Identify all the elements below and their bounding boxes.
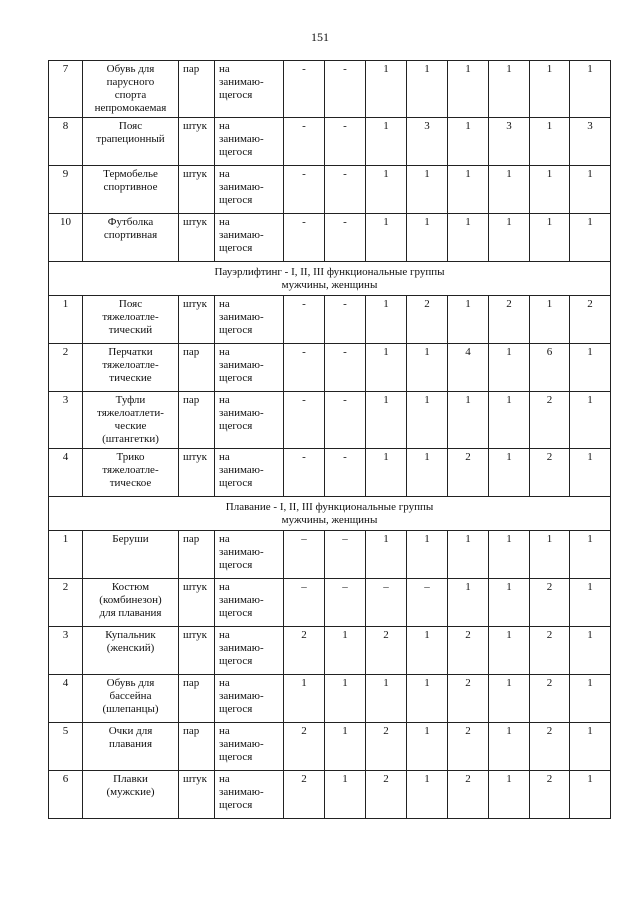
quantity-cell: 1	[366, 296, 407, 344]
item-number: 3	[49, 392, 83, 449]
quantity-cell: 2	[284, 627, 325, 675]
item-name: Перчатки тяжелоатле- тические	[83, 344, 179, 392]
quantity-cell: 1	[489, 579, 530, 627]
quantity-cell: 1	[570, 214, 611, 262]
quantity-cell: -	[325, 118, 366, 166]
item-number: 2	[49, 579, 83, 627]
page-number: 151	[311, 30, 329, 44]
quantity-cell: 1	[366, 61, 407, 118]
quantity-cell: 1	[366, 118, 407, 166]
quantity-cell: 1	[448, 61, 489, 118]
item-name: Туфли тяжелоатлети- ческие (штангетки)	[83, 392, 179, 449]
quantity-cell: 1	[407, 344, 448, 392]
quantity-cell: 2	[407, 296, 448, 344]
quantity-cell: –	[407, 579, 448, 627]
item-unit: пар	[179, 675, 215, 723]
quantity-cell: 1	[407, 675, 448, 723]
quantity-cell: –	[325, 531, 366, 579]
table-row	[49, 449, 611, 497]
quantity-cell: 4	[448, 344, 489, 392]
item-name: Футболка спортивная	[83, 214, 179, 262]
item-number: 7	[49, 61, 83, 118]
item-term: на занимаю- щегося	[215, 579, 284, 627]
quantity-cell: 1	[530, 296, 570, 344]
item-number: 6	[49, 771, 83, 819]
quantity-cell: –	[325, 579, 366, 627]
quantity-cell: 3	[570, 118, 611, 166]
item-name: Трико тяжелоатле- тическое	[83, 449, 179, 497]
section-header-row	[49, 262, 611, 296]
quantity-cell: 1	[489, 392, 530, 449]
table-row	[49, 392, 611, 449]
item-number: 8	[49, 118, 83, 166]
quantity-cell: 1	[448, 531, 489, 579]
quantity-cell: 2	[448, 723, 489, 771]
quantity-cell: -	[325, 296, 366, 344]
quantity-cell: 1	[366, 392, 407, 449]
quantity-cell: 2	[448, 675, 489, 723]
quantity-cell: 2	[448, 627, 489, 675]
item-name: Очки для плавания	[83, 723, 179, 771]
quantity-cell: 1	[570, 166, 611, 214]
item-number: 1	[49, 531, 83, 579]
quantity-cell: –	[366, 579, 407, 627]
quantity-cell: 1	[489, 531, 530, 579]
table-row	[49, 627, 611, 675]
quantity-cell: 2	[530, 675, 570, 723]
item-name: Пояс тяжелоатле- тический	[83, 296, 179, 344]
quantity-cell: –	[284, 531, 325, 579]
quantity-cell: -	[284, 449, 325, 497]
section-header-row	[49, 497, 611, 531]
quantity-cell: 1	[530, 214, 570, 262]
item-name: Купальник (женский)	[83, 627, 179, 675]
quantity-cell: -	[325, 392, 366, 449]
table-row	[49, 344, 611, 392]
section-title: Пауэрлифтинг - I, II, III функциональные группы мужчины, женщины	[49, 262, 611, 296]
item-number: 9	[49, 166, 83, 214]
quantity-cell: 1	[366, 449, 407, 497]
quantity-cell: -	[284, 392, 325, 449]
table-row	[49, 118, 611, 166]
item-unit: пар	[179, 344, 215, 392]
quantity-cell: 2	[530, 392, 570, 449]
quantity-cell: 2	[284, 771, 325, 819]
quantity-cell: 1	[448, 214, 489, 262]
quantity-cell: 1	[366, 166, 407, 214]
quantity-cell: 1	[366, 675, 407, 723]
item-name: Термобелье спортивное	[83, 166, 179, 214]
item-term: на занимаю- щегося	[215, 627, 284, 675]
item-term: на занимаю- щегося	[215, 723, 284, 771]
quantity-cell: 3	[407, 118, 448, 166]
quantity-cell: -	[325, 449, 366, 497]
quantity-cell: 1	[325, 723, 366, 771]
item-name: Плавки (мужские)	[83, 771, 179, 819]
quantity-cell: 1	[407, 449, 448, 497]
item-name: Обувь для бассейна (шлепанцы)	[83, 675, 179, 723]
item-term: на занимаю- щегося	[215, 344, 284, 392]
table-row	[49, 579, 611, 627]
quantity-cell: 2	[284, 723, 325, 771]
item-unit: пар	[179, 531, 215, 579]
item-term: на занимаю- щегося	[215, 61, 284, 118]
quantity-cell: 1	[366, 214, 407, 262]
quantity-cell: 1	[366, 531, 407, 579]
item-unit: штук	[179, 449, 215, 497]
quantity-cell: 1	[325, 771, 366, 819]
quantity-cell: 1	[407, 771, 448, 819]
item-number: 10	[49, 214, 83, 262]
item-unit: штук	[179, 771, 215, 819]
quantity-cell: 3	[489, 118, 530, 166]
quantity-cell: 1	[489, 771, 530, 819]
table-row	[49, 61, 611, 118]
item-name: Обувь для парусного спорта непромокаемая	[83, 61, 179, 118]
item-number: 1	[49, 296, 83, 344]
quantity-cell: 1	[570, 531, 611, 579]
quantity-cell: -	[284, 61, 325, 118]
quantity-cell: 1	[448, 392, 489, 449]
table-row	[49, 675, 611, 723]
quantity-cell: 1	[407, 392, 448, 449]
quantity-cell: -	[284, 344, 325, 392]
quantity-cell: -	[284, 118, 325, 166]
quantity-cell: 1	[325, 627, 366, 675]
item-name: Костюм (комбинезон) для плавания	[83, 579, 179, 627]
item-unit: штук	[179, 118, 215, 166]
item-unit: пар	[179, 61, 215, 118]
quantity-cell: 1	[570, 392, 611, 449]
quantity-cell: 1	[448, 166, 489, 214]
quantity-cell: 2	[366, 627, 407, 675]
item-name: Беруши	[83, 531, 179, 579]
quantity-cell: -	[325, 61, 366, 118]
quantity-cell: -	[325, 214, 366, 262]
quantity-cell: 2	[570, 296, 611, 344]
item-term: на занимаю- щегося	[215, 214, 284, 262]
quantity-cell: 1	[448, 296, 489, 344]
quantity-cell: 1	[448, 118, 489, 166]
quantity-cell: 2	[530, 579, 570, 627]
quantity-cell: 1	[570, 723, 611, 771]
table-row	[49, 296, 611, 344]
quantity-cell: 1	[407, 531, 448, 579]
table-row	[49, 771, 611, 819]
quantity-cell: 1	[489, 61, 530, 118]
table-row	[49, 723, 611, 771]
item-term: на занимаю- щегося	[215, 449, 284, 497]
quantity-cell: 1	[530, 118, 570, 166]
quantity-cell: –	[284, 579, 325, 627]
quantity-cell: 2	[366, 723, 407, 771]
item-term: на занимаю- щегося	[215, 531, 284, 579]
quantity-cell: -	[325, 344, 366, 392]
quantity-cell: 1	[489, 723, 530, 771]
quantity-cell: 1	[530, 61, 570, 118]
item-term: на занимаю- щегося	[215, 166, 284, 214]
item-unit: штук	[179, 166, 215, 214]
item-unit: пар	[179, 723, 215, 771]
quantity-cell: 1	[407, 627, 448, 675]
item-unit: штук	[179, 579, 215, 627]
quantity-cell: -	[284, 296, 325, 344]
table-row	[49, 214, 611, 262]
quantity-cell: 1	[407, 723, 448, 771]
item-unit: штук	[179, 627, 215, 675]
quantity-cell: -	[325, 166, 366, 214]
equipment-table	[48, 60, 611, 819]
item-number: 2	[49, 344, 83, 392]
quantity-cell: 1	[366, 344, 407, 392]
quantity-cell: 2	[530, 627, 570, 675]
item-term: на занимаю- щегося	[215, 675, 284, 723]
quantity-cell: 1	[570, 61, 611, 118]
item-number: 4	[49, 449, 83, 497]
item-name: Пояс трапеционный	[83, 118, 179, 166]
quantity-cell: 6	[530, 344, 570, 392]
quantity-cell: 1	[570, 449, 611, 497]
quantity-cell: 2	[489, 296, 530, 344]
quantity-cell: 1	[489, 449, 530, 497]
item-unit: штук	[179, 214, 215, 262]
quantity-cell: 1	[530, 531, 570, 579]
quantity-cell: 1	[407, 61, 448, 118]
quantity-cell: 1	[489, 675, 530, 723]
quantity-cell: 1	[489, 214, 530, 262]
item-term: на занимаю- щегося	[215, 296, 284, 344]
quantity-cell: 2	[530, 723, 570, 771]
item-number: 4	[49, 675, 83, 723]
quantity-cell: 1	[489, 627, 530, 675]
quantity-cell: 1	[407, 166, 448, 214]
quantity-cell: 2	[530, 771, 570, 819]
quantity-cell: 1	[489, 166, 530, 214]
quantity-cell: 2	[448, 449, 489, 497]
quantity-cell: 1	[284, 675, 325, 723]
quantity-cell: 1	[325, 675, 366, 723]
quantity-cell: 1	[448, 579, 489, 627]
quantity-cell: 1	[489, 344, 530, 392]
table-row	[49, 166, 611, 214]
quantity-cell: 1	[570, 675, 611, 723]
quantity-cell: 2	[366, 771, 407, 819]
quantity-cell: -	[284, 166, 325, 214]
table-row	[49, 531, 611, 579]
section-title: Плавание - I, II, III функциональные группы мужчины, женщины	[49, 497, 611, 531]
quantity-cell: 1	[570, 344, 611, 392]
quantity-cell: 1	[570, 771, 611, 819]
item-unit: пар	[179, 392, 215, 449]
quantity-cell: 1	[530, 166, 570, 214]
quantity-cell: 2	[530, 449, 570, 497]
quantity-cell: 2	[448, 771, 489, 819]
item-term: на занимаю- щегося	[215, 392, 284, 449]
quantity-cell: 1	[570, 579, 611, 627]
item-unit: штук	[179, 296, 215, 344]
item-number: 3	[49, 627, 83, 675]
quantity-cell: -	[284, 214, 325, 262]
item-number: 5	[49, 723, 83, 771]
item-term: на занимаю- щегося	[215, 118, 284, 166]
quantity-cell: 1	[407, 214, 448, 262]
item-term: на занимаю- щегося	[215, 771, 284, 819]
quantity-cell: 1	[570, 627, 611, 675]
table-body	[49, 61, 611, 819]
